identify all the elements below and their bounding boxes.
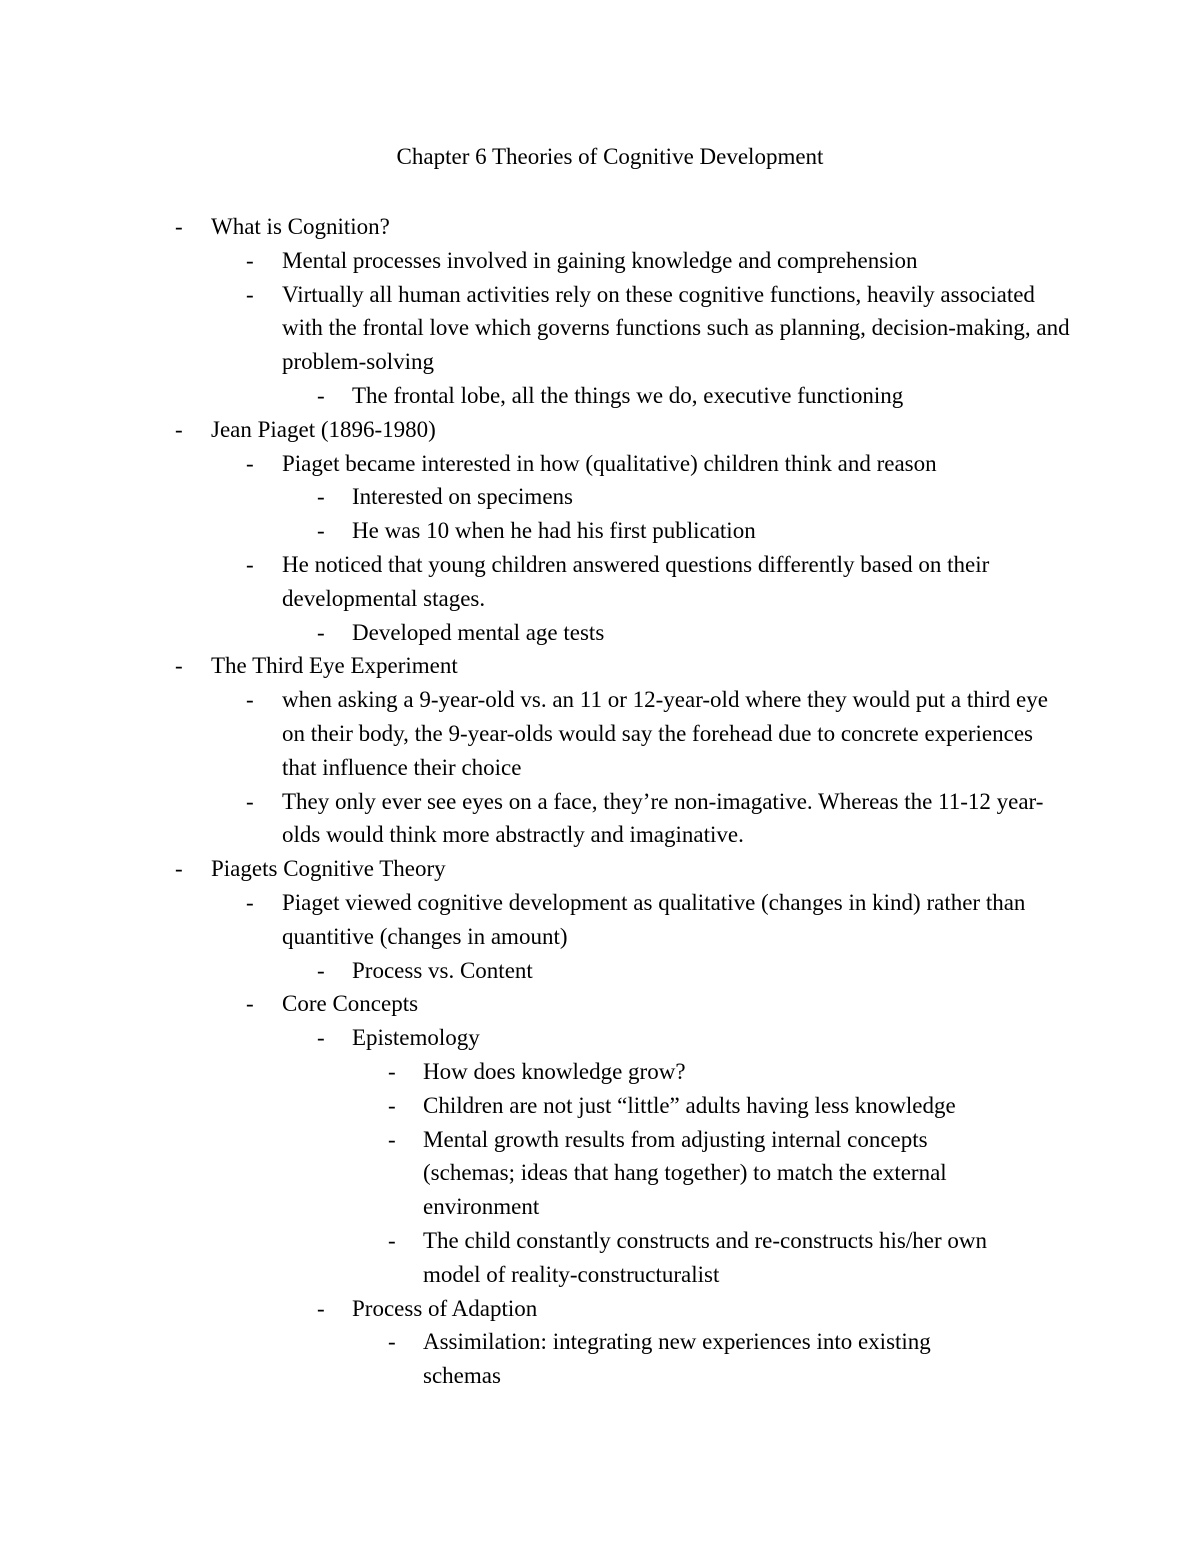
outline-item-level-1 (0, 649, 1200, 683)
outline-item-text: Process of Adaption (352, 1295, 538, 1321)
outline-item-text: The child constantly constructs and re-constructs his/her own model of reality-constructuralist (423, 1227, 987, 1287)
outline-item-text: The Third Eye Experiment (211, 653, 458, 679)
outline-item-text: Virtually all human activities rely on these cognitive functions, heavily associated with the frontal love which governs functions such as planning, decision-making, and problem-solving (282, 281, 1070, 375)
outline-item-level-2 (0, 987, 1200, 1021)
bullet-dash: - (317, 484, 325, 510)
outline-item-text: Core Concepts (282, 991, 419, 1017)
bullet-dash: - (175, 416, 183, 442)
bullet-dash: - (175, 214, 183, 239)
outline-item-text: They only ever see eyes on a face, they’re non-imagative. Whereas the 11-12 year-olds would think more abstractly and imaginative. (282, 788, 1044, 848)
outline-item-level-3 (0, 1021, 1200, 1055)
bullet-dash: - (246, 687, 254, 713)
outline-item-level-2 (0, 278, 1200, 379)
bullet-dash: - (388, 1227, 396, 1253)
outline-item-level-3 (0, 954, 1200, 988)
outline-item-text: He noticed that young children answered questions differently based on their developmental stages. (282, 551, 990, 611)
outline-item-text: Mental processes involved in gaining knowledge and comprehension (282, 247, 918, 273)
bullet-dash: - (246, 551, 254, 577)
bullet-dash: - (246, 788, 254, 814)
outline-item-text: Epistemology (352, 1025, 480, 1051)
bullet-dash: - (246, 281, 254, 307)
bullet-dash: - (246, 450, 254, 476)
bullet-dash: - (317, 518, 325, 544)
page-title: Chapter 6 Theories of Cognitive Development (396, 144, 824, 169)
outline-item-level-2 (0, 548, 1200, 616)
outline-item-text: Piaget became interested in how (qualitative) children think and reason (282, 450, 937, 476)
bullet-dash: - (388, 1092, 396, 1118)
outline-item-level-2 (0, 785, 1200, 853)
outline-item-level-4 (0, 1089, 1200, 1123)
outline-item-level-4 (0, 1325, 1200, 1393)
bullet-dash: - (388, 1058, 396, 1084)
bullet-dash: - (317, 957, 325, 983)
outline-item-level-1 (0, 413, 1200, 447)
outline-item-text: Children are not just “little” adults having less knowledge (423, 1092, 956, 1118)
outline-item-level-2 (0, 447, 1200, 481)
bullet-dash: - (246, 247, 254, 273)
outline-item-level-2 (0, 886, 1200, 954)
bullet-dash: - (175, 856, 183, 882)
outline-item-level-4 (0, 1123, 1200, 1224)
outline-item-level-1 (0, 210, 1200, 244)
outline-item-level-1 (0, 852, 1200, 886)
outline-item-level-2 (0, 244, 1200, 278)
outline-item-level-3 (0, 616, 1200, 650)
bullet-dash: - (317, 382, 325, 408)
outline-item-level-2 (0, 683, 1200, 784)
outline-item-text: Developed mental age tests (352, 619, 605, 645)
outline-item-text: What is Cognition? (211, 214, 390, 239)
bullet-dash: - (388, 1126, 396, 1152)
bullet-dash: - (175, 653, 183, 679)
outline-item-text: Process vs. Content (352, 957, 533, 983)
bullet-dash: - (388, 1329, 396, 1355)
outline-item-level-4 (0, 1224, 1200, 1292)
outline-item-level-3 (0, 379, 1200, 413)
outline-item-text: Piagets Cognitive Theory (211, 856, 446, 882)
outline-item-text: Piaget viewed cognitive development as qualitative (changes in kind) rather than quantitive (changes in amount) (282, 889, 1026, 949)
outline-item-text: when asking a 9-year-old vs. an 11 or 12-year-old where they would put a third eye on their body, the 9-year-olds would say the forehead due to concrete experiences that influence their choice (282, 687, 1048, 780)
outline-item-level-4 (0, 1055, 1200, 1089)
bullet-dash: - (246, 991, 254, 1017)
bullet-dash: - (246, 889, 254, 915)
bullet-dash: - (317, 619, 325, 645)
outline-item-text: Jean Piaget (1896-1980) (211, 416, 436, 442)
outline-item-text: The frontal lobe, all the things we do, executive functioning (352, 382, 904, 408)
outline-item-text: Interested on specimens (352, 484, 573, 510)
outline-item-text: Assimilation: integrating new experiences into existing schemas (423, 1329, 931, 1389)
outline-item-level-3 (0, 514, 1200, 548)
bullet-dash: - (317, 1295, 325, 1321)
outline-item-text: How does knowledge grow? (423, 1058, 686, 1084)
outline-item-level-3 (0, 480, 1200, 514)
notes-outline (0, 210, 1200, 1393)
outline-item-level-3 (0, 1292, 1200, 1326)
outline-item-text: He was 10 when he had his first publication (352, 518, 756, 544)
outline-item-text: Mental growth results from adjusting internal concepts (schemas; ideas that hang together) to match the external environment (423, 1126, 947, 1220)
bullet-dash: - (317, 1025, 325, 1051)
